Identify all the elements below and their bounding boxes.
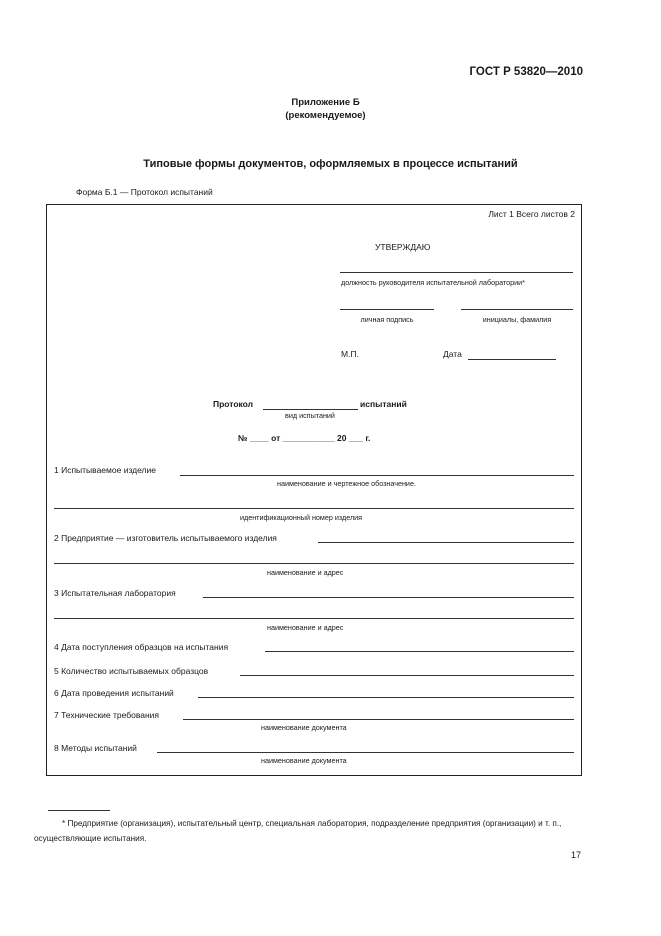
item-1b-line[interactable] [54,508,574,509]
item-7-caption: наименование документа [261,723,347,732]
footnote-rule [48,810,110,811]
item-6-line[interactable] [198,697,574,698]
test-type-line[interactable] [263,409,358,410]
item-2-label: 2 Предприятие — изготовитель испытываемого изделия [54,533,277,543]
item-8-caption: наименование документа [261,756,347,765]
standard-number: ГОСТ Р 53820—2010 [469,66,583,78]
protocol-number-line[interactable]: № ____ от ___________ 20 ___ г. [238,433,371,443]
item-1-line[interactable] [180,475,574,476]
item-7-label: 7 Технические требования [54,710,160,720]
item-6-label: 6 Дата проведения испытаний [54,688,174,698]
item-1b-caption: идентификационный номер изделия [240,513,363,522]
protocol-prefix: Протокол [213,399,254,409]
item-8-label: 8 Методы испытаний [54,743,137,753]
head-position-line[interactable] [340,272,573,273]
signature-caption: личная подпись [360,315,414,324]
stamp-label: М.П. [341,349,359,359]
name-line[interactable] [461,309,573,310]
item-4-label: 4 Дата поступления образцов на испытания [54,642,229,652]
item-3b-line[interactable] [54,618,574,619]
head-position-caption: должность руководителя испытательной лаборатории* [341,278,525,287]
date-label: Дата [443,349,462,359]
section-title: Типовые формы документов, оформляемых в процессе испытаний [143,158,518,170]
item-5-label: 5 Количество испытываемых образцов [54,666,209,676]
annex-title: Приложение Б [291,97,360,108]
footnote [34,816,584,846]
item-7-line[interactable] [183,719,574,720]
footnote-text: * Предприятие (организация), испытательный центр, специальная лаборатория, подразделение предприятия (организации) и т. п., осуществляющие испытания. [34,819,562,843]
item-3b-caption: наименование и адрес [267,623,344,632]
sheet-info: Лист 1 Всего листов 2 [488,209,575,219]
name-caption: инициалы, фамилия [482,315,552,324]
item-1-caption: наименование и чертежное обозначение. [277,479,416,488]
date-line[interactable] [468,359,556,360]
item-1-label: 1 Испытываемое изделие [54,465,156,475]
item-4-line[interactable] [265,651,574,652]
form-label: Форма Б.1 — Протокол испытаний [76,187,213,197]
approve-label: УТВЕРЖДАЮ [375,242,431,252]
item-2b-line[interactable] [54,563,574,564]
protocol-suffix: испытаний [360,399,407,409]
test-type-caption: вид испытаний [285,411,335,420]
item-2-line[interactable] [318,542,574,543]
item-5-line[interactable] [240,675,574,676]
signature-line[interactable] [340,309,434,310]
item-2b-caption: наименование и адрес [267,568,344,577]
item-3-label: 3 Испытательная лаборатория [54,588,176,598]
item-3-line[interactable] [203,597,574,598]
item-8-line[interactable] [157,752,574,753]
annex-status: (рекомендуемое) [285,110,366,121]
annex-heading [0,96,661,122]
page-number: 17 [570,850,581,860]
